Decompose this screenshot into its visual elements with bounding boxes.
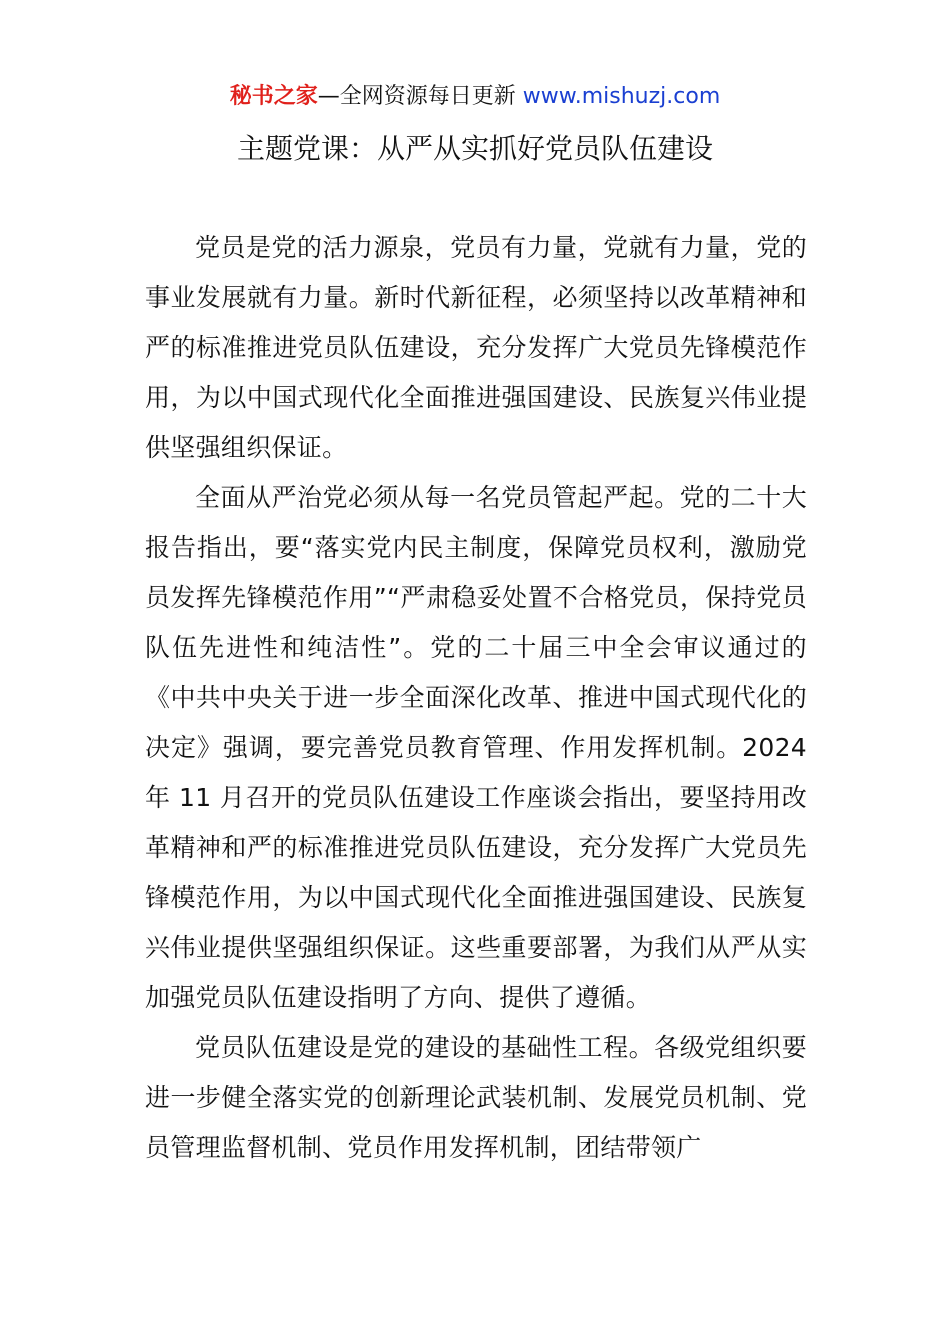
document-body (145, 223, 807, 1173)
paragraph-3: 党员队伍建设是党的建设的基础性工程。各级党组织要进一步健全落实党的创新理论武装机制、发展党员机制、党员管理监督机制、党员作用发挥机制，团结带领广 (145, 1033, 807, 1162)
site-header (0, 82, 950, 112)
site-url-link[interactable]: www.mishuzj.com (522, 84, 721, 109)
paragraph-2: 全面从严治党必须从每一名党员管起严起。党的二十大报告指出，要“落实党内民主制度，保障党员权利，激励党员发挥先锋模范作用”“严肃稳妥处置不合格党员，保持党员队伍先进性和纯洁性”。党的二十届三中全会审议通过的《中共中央关于进一步全面深化改革、推进中国式现代化的决定》强调，要完善党员教育管理、作用发挥机制。2024 年 11 月召开的党员队伍建设工作座谈会指出，要坚持用改革精神和严的标准推进党员队伍建设，充分发挥广大党员先锋模范作用，为以中国式现代化全面推进强国建设、民族复兴伟业提供坚强组织保证。这些重要部署，为我们从严从实加强党员队伍建设指明了方向、提供了遵循。 (145, 483, 807, 1012)
paragraph-1: 党员是党的活力源泉，党员有力量，党就有力量，党的事业发展就有力量。新时代新征程，必须坚持以改革精神和严的标准推进党员队伍建设，充分发挥广大党员先锋模范作用，为以中国式现代化全面推进强国建设、民族复兴伟业提供坚强组织保证。 (145, 233, 807, 462)
document-title: 主题党课：从严从实抓好党员队伍建设 (236, 132, 713, 165)
site-brand: 秘书之家 (229, 84, 318, 109)
site-slogan: —全网资源每日更新 (317, 84, 523, 109)
